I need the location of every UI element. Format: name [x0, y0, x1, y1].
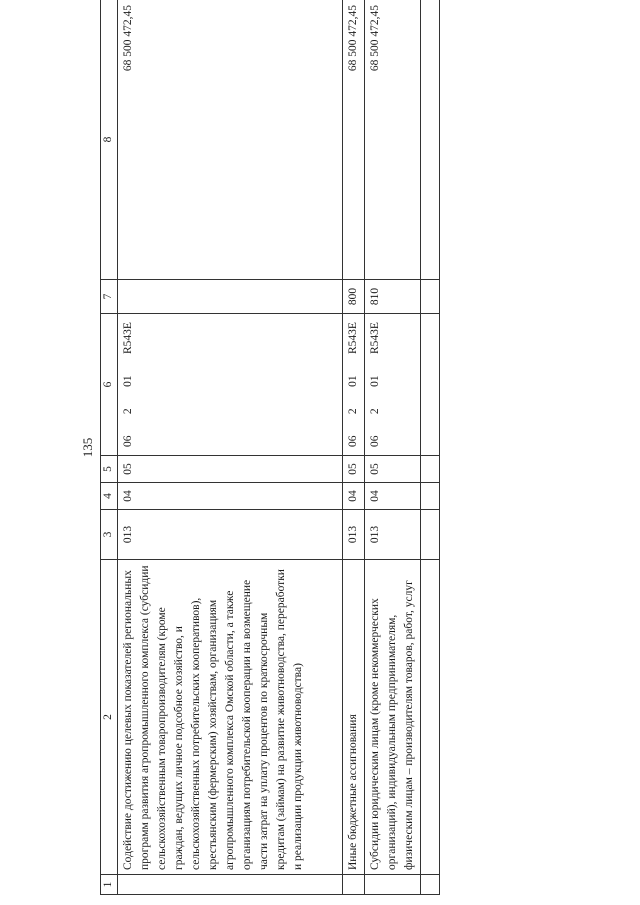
- header-col-2: 2: [101, 560, 118, 875]
- row-name: Субсидии юридическим лицам (кроме некоммерческих организаций), индивидуальным предпринимателям, физическим лицам – производителям товаров, работ, услуг: [365, 560, 421, 875]
- target-event: 01: [369, 375, 381, 387]
- subsection-code: 05: [118, 456, 343, 483]
- row-number-cell: [118, 875, 343, 895]
- ministry-code: 013: [365, 510, 421, 560]
- table-header-row: [101, 0, 118, 895]
- subsection-code: 05: [343, 456, 365, 483]
- empty-cell: [421, 456, 440, 483]
- target-direction: R543E: [122, 322, 134, 354]
- section-code: 04: [365, 483, 421, 510]
- amount: 68 500 472,45: [365, 0, 421, 280]
- target-subprogram: 2: [347, 408, 359, 415]
- empty-cell: [421, 560, 440, 875]
- empty-cell: [421, 280, 440, 314]
- empty-cell: [421, 0, 440, 280]
- header-col-5: 5: [101, 456, 118, 483]
- target-direction: R543E: [369, 322, 381, 354]
- target-program: 06: [122, 435, 134, 447]
- row-name: Содействие достижению целевых показателей региональных программ развития агропромышленного комплекса (субсидии сельскохозяйственным товаропроизводителям (кроме граждан, ведущих личное подсобное хозяйство, и сельскохозяйственных потребительских кооперативов), крестьянским (фермерским) хозяйствам, организациям агропромышленного комплекса Омской области, а также организациям потребительской кооперации на возмещение части затрат на уплату процентов по краткосрочным кредитам (займам) на развитие животноводства, переработки и реализации продукции животноводства): [118, 560, 343, 875]
- row-name: Иные бюджетные ассигнования: [343, 560, 365, 875]
- expense-type-code: 810: [365, 280, 421, 314]
- table-row: [365, 0, 421, 895]
- page-number: 135: [80, 437, 95, 458]
- ministry-code: 013: [118, 510, 343, 560]
- target-article-cell: [118, 314, 343, 456]
- target-program: 06: [347, 435, 359, 447]
- target-direction: R543E: [347, 322, 359, 354]
- subsection-code: 05: [365, 456, 421, 483]
- row-number-cell: [343, 875, 365, 895]
- empty-cell: [421, 875, 440, 895]
- header-col-3: 3: [101, 510, 118, 560]
- target-subprogram: 2: [122, 408, 134, 415]
- section-code: 04: [118, 483, 343, 510]
- amount: 68 500 472,45: [343, 0, 365, 280]
- section-code: 04: [343, 483, 365, 510]
- header-col-6: 6: [101, 314, 118, 456]
- header-col-4: 4: [101, 483, 118, 510]
- empty-cell: [421, 314, 440, 456]
- header-col-7: 7: [101, 280, 118, 314]
- table-row-empty: [421, 0, 440, 895]
- target-event: 01: [122, 375, 134, 387]
- header-col-1: 1: [101, 875, 118, 895]
- target-event: 01: [347, 375, 359, 387]
- table-row: [118, 0, 343, 895]
- target-article-cell: [343, 314, 365, 456]
- header-col-8: 8: [101, 0, 118, 280]
- rotated-content: [80, 0, 430, 895]
- target-article-cell: [365, 314, 421, 456]
- ministry-code: 013: [343, 510, 365, 560]
- target-program: 06: [369, 435, 381, 447]
- amount: 68 500 472,45: [118, 0, 343, 280]
- budget-table: [100, 0, 440, 895]
- expense-type-code: [118, 280, 343, 314]
- empty-cell: [421, 510, 440, 560]
- target-subprogram: 2: [369, 408, 381, 415]
- table-row: [343, 0, 365, 895]
- expense-type-code: 800: [343, 280, 365, 314]
- empty-cell: [421, 483, 440, 510]
- row-number-cell: [365, 875, 421, 895]
